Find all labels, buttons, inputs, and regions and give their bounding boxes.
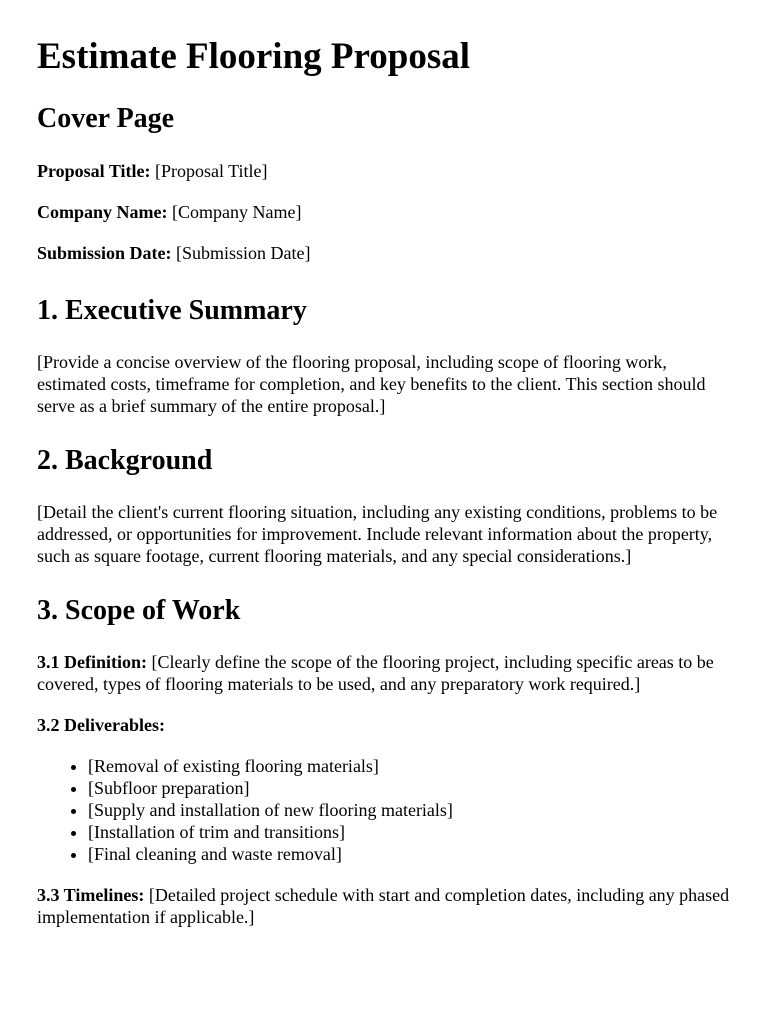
background-text: [Detail the client's current flooring situation, including any existing conditions, problems to be addressed, or opportunities for improvement. Include relevant information about the property, such as square footage, current flooring materials, and any special considerations.] bbox=[37, 502, 718, 566]
list-item: • [Supply and installation of new flooring materials] bbox=[88, 799, 734, 821]
list-item: • [Final cleaning and waste removal] bbox=[88, 843, 734, 865]
field-value: [Submission Date] bbox=[171, 243, 311, 263]
executive-summary-text: [Provide a concise overview of the flooring proposal, including scope of flooring work, estimated costs, timeframe for completion, and key benefits to the client. This section should serve as a brief summary of the entire proposal.] bbox=[37, 352, 706, 416]
deliverables-label-text: 3.2 Deliverables: bbox=[37, 715, 165, 735]
timelines-text: [Detailed project schedule with start and completion dates, including any phased implementation if applicable.] bbox=[37, 885, 730, 927]
deliverables-list bbox=[37, 755, 734, 865]
list-item: • [Removal of existing flooring materials] bbox=[88, 755, 734, 777]
field-label: Company Name: bbox=[37, 202, 168, 222]
definition-label: 3.1 Definition: bbox=[37, 652, 147, 672]
timelines-paragraph bbox=[37, 884, 734, 928]
timelines-label: 3.3 Timelines: bbox=[37, 885, 145, 905]
definition-text: [Clearly define the scope of the flooring project, including specific areas to be covered, types of flooring materials to be used, and any preparatory work required.] bbox=[37, 652, 714, 694]
field-value: [Company Name] bbox=[167, 202, 302, 222]
list-item: • [Installation of trim and transitions] bbox=[88, 821, 734, 843]
cover-page-heading: Cover Page bbox=[37, 103, 175, 134]
list-item: • [Subfloor preparation] bbox=[88, 777, 734, 799]
submission-date-field bbox=[37, 242, 734, 264]
deliverables-label bbox=[37, 714, 734, 736]
document-title: Estimate Flooring Proposal bbox=[37, 36, 471, 77]
field-label: Submission Date: bbox=[37, 243, 172, 263]
proposal-title-field bbox=[37, 160, 734, 182]
field-value: [Proposal Title] bbox=[150, 161, 268, 181]
definition-paragraph bbox=[37, 651, 734, 695]
background-heading: 2. Background bbox=[37, 445, 213, 476]
executive-summary-heading: 1. Executive Summary bbox=[37, 295, 307, 326]
field-label: Proposal Title: bbox=[37, 161, 151, 181]
company-name-field bbox=[37, 201, 734, 223]
scope-of-work-heading: 3. Scope of Work bbox=[37, 595, 241, 626]
